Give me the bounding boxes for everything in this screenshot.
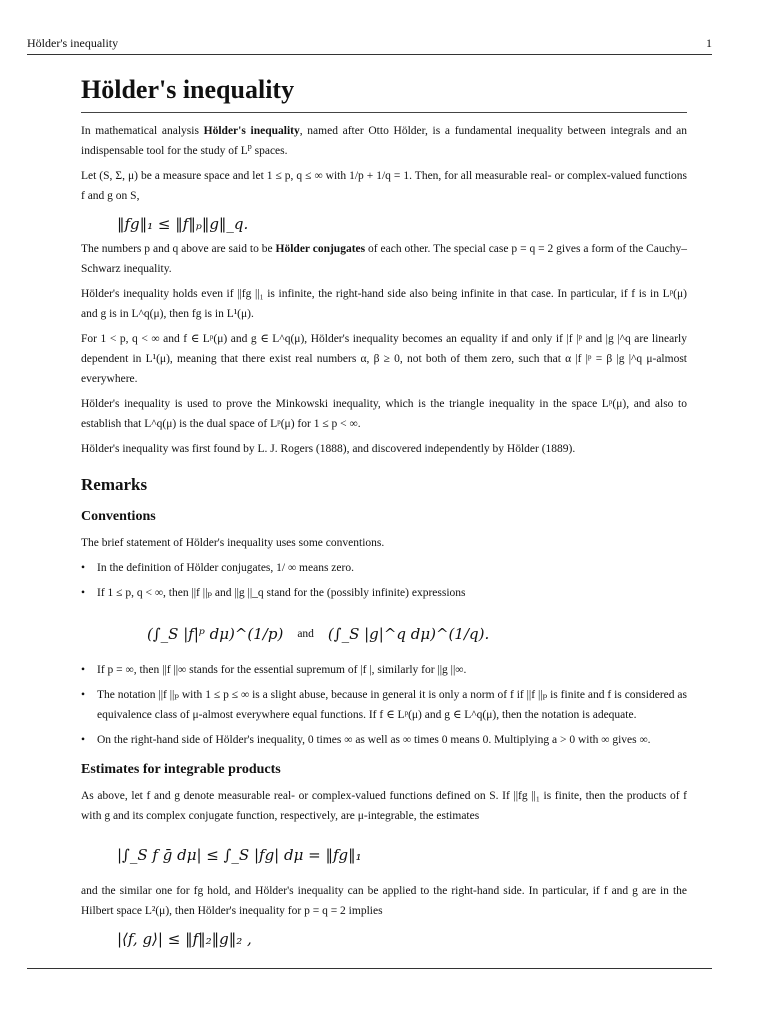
equality-paragraph: For 1 < p, q < ∞ and f ∈ Lᵖ(μ) and g ∈ L^q(μ), Hölder's inequality becomes an equality if and only if |f |ᵖ and |g |^q are linearly dependent in L¹(μ), meaning that there exist real numbers α, β ≥ 0, not both of them zero, such that α |f |ᵖ = β |g |^q μ-almost everywhere. [81,333,687,385]
conj-text-2: of each other. The special case p = q = 2 gives a form of the Cauchy–Schwarz inequality. [81,243,687,275]
estimate-formula: |∫_S f ḡ dμ| ≤ ∫_S |fg| dμ = ‖fg‖₁ [117,846,362,864]
footer-divider [27,968,712,969]
article-body [81,72,687,954]
running-header [27,36,712,55]
intro-text-3: spaces. [251,145,288,157]
list-item: • On the right-hand side of Hölder's inequality, 0 times ∞ as well as ∞ times 0 means 0. Multiplying a > 0 with ∞ gives ∞. [81,730,687,750]
page-number: 1 [706,36,712,50]
lq-norm-expression: (∫_S |g|^q dμ)^(1/q). [327,625,490,643]
conventions-heading: Conventions [81,509,156,524]
list-item: • The notation ||f ||ₚ with 1 ≤ p ≤ ∞ is a slight abuse, because in general it is only a norm of f if ||f ||ₚ is finite and f is considered as equivalence class of μ-almost everywhere equal functions. If f ∈ Lᵖ(μ) and g ∈ L^q(μ), then the notation is adequate. [81,685,687,725]
estimates-intro: As above, let f and g denote measurable real- or complex-valued functions defined on S. If ||fg ||₁ is finite, then the products of f with g and its complex conjugate function, respectively, are μ-integrable, the estimates [81,790,687,822]
intro-text-1: In mathematical analysis [81,125,204,137]
estimates-after: and the similar one for fg hold, and Hölder's inequality can be applied to the right-hand side. In particular, if f and g are in the Hilbert space L²(μ), then Hölder's inequality for p = q = 2 implies [81,885,687,917]
estimates-heading: Estimates for integrable products [81,762,281,777]
conventions-list-continued [81,660,687,750]
conj-text-1: The numbers p and q above are said to be [81,243,276,255]
article-title: Hölder's inequality [81,72,687,113]
let-paragraph: Let (S, Σ, μ) be a measure space and let 1 ≤ p, q ≤ ∞ with 1/p + 1/q = 1. Then, for all measurable real- or complex-valued functions f and g on S, [81,170,687,202]
intro-bold-term: Hölder's inequality [203,125,300,137]
cauchy-schwarz-formula: |⟨f, g⟩| ≤ ‖f‖₂‖g‖₂ , [117,930,252,948]
norm-expressions-formula [147,608,687,660]
lp-norm-expression: (∫_S |f|ᵖ dμ)^(1/p) [147,625,284,643]
list-item: • If p = ∞, then ||f ||∞ stands for the essential supremum of |f |, similarly for ||g ||∞. [81,660,687,680]
minkowski-paragraph: Hölder's inequality is used to prove the Minkowski inequality, which is the triangle inequality in the space Lᵖ(μ), and also to establish that L^q(μ) is the dual space of Lᵖ(μ) for 1 ≤ p < ∞. [81,398,687,430]
formula-and-word: and [297,628,314,640]
history-paragraph: Hölder's inequality was first found by L. J. Rogers (1888), and discovered independently by Hölder (1889). [81,443,576,455]
list-item: • In the definition of Hölder conjugates, 1/ ∞ means zero. [81,558,687,578]
running-header-title: Hölder's inequality [27,36,119,50]
infinite-paragraph: Hölder's inequality holds even if ||fg ||₁ is infinite, the right-hand side also being infinite in that case. In particular, if f is in Lᵖ(μ) and g is in L^q(μ), then fg is in L¹(μ). [81,288,687,320]
remarks-heading: Remarks [81,475,148,494]
conventions-intro: The brief statement of Hölder's inequality uses some conventions. [81,537,385,549]
holder-formula: ‖fg‖₁ ≤ ‖f‖ₚ‖g‖_q. [117,215,249,233]
intro-superscript: p [247,142,252,152]
conventions-list [81,558,687,603]
conjugates-paragraph [81,239,687,279]
conj-bold-term: Hölder conjugates [275,243,366,255]
intro-text-2: , named after Otto Hölder, is a fundamental inequality between integrals and an indispensable tool for the study of L [81,125,687,157]
intro-paragraph [81,121,687,161]
list-item: • If 1 ≤ p, q < ∞, then ||f ||ₚ and ||g ||_q stand for the (possibly infinite) expressions [81,583,687,603]
